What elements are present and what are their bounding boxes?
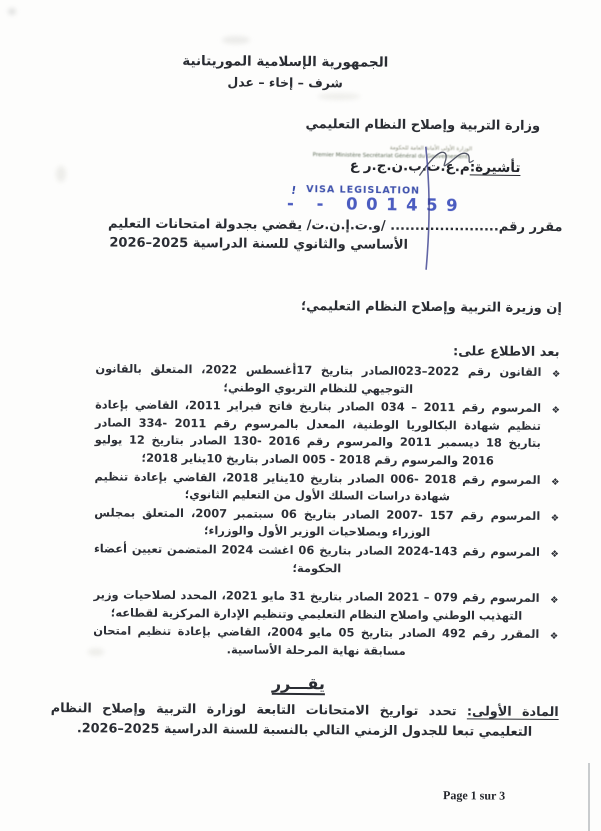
list-item [95, 397, 562, 471]
references-list [93, 360, 561, 662]
decree-subject-line: الأساسي والثانوي للسنة الدراسية 2025–2026 [109, 235, 409, 253]
reference-text: المرسوم رقم 157 -2007 الصادر بتاريخ 06 سبتمبر 2007، المتعلق بمجلس الوزراء وبصلاحيات الوزير الأول والوزراء؛ [94, 505, 541, 540]
list-item [94, 468, 560, 507]
reference-text: المقرر رقم 492 الصادر بتاريخ 05 مايو 2004، القاضي بإعادة تنظيم امتحان مسابقة نهاية المرحلة الأساسية. [93, 623, 540, 658]
list-item [93, 623, 559, 662]
stamp-mark: ! [290, 183, 298, 198]
reference-text: القانون رقم 2022–023الصادر بتاريخ 17أغسطس 2022، المتعلق بالقانون التوجيهي للنظام التربوي الوطني؛ [95, 361, 542, 396]
diamond-bullet-icon: ❖ [550, 476, 560, 488]
review-heading: بعد الاطلاع على: [453, 344, 560, 361]
ministry-name: وزارة التربية وإصلاح النظام التعليمي [305, 117, 541, 134]
reference-text: المرسوم رقم 2018 -006 الصادر بتاريخ 10يناير 2018، القاضي بإعادة تنظيم شهادة دراسات السلك الأول من التعليم الثانوي؛ [94, 468, 541, 504]
diamond-bullet-icon: ❖ [550, 512, 560, 524]
diamond-bullet-icon: ❖ [550, 595, 559, 607]
visa-label: تأشيرة: [469, 159, 521, 177]
decree-number-line: مقرر رقم...................... /و.ت.إ.ن.ت/ يقضي بجدولة امتحانات التعليم [108, 216, 563, 236]
country-name: الجمهورية الإسلامية الموريتانية [182, 53, 389, 71]
stamp-serial-number: - - 001459 [286, 193, 467, 216]
decides-heading: يقـــرر [271, 673, 326, 694]
diamond-bullet-icon: ❖ [551, 368, 561, 381]
page-number: Page 1 sur 3 [443, 788, 506, 803]
diamond-bullet-icon: ❖ [549, 631, 559, 643]
stamp-micro-text-arabic: الوزارة الأولى الأمانة العامة للحكومة [389, 145, 473, 153]
minister-intro: إن وزيرة التربية وإصلاح النظام التعليمي؛ [300, 299, 562, 317]
diamond-bullet-icon: ❖ [551, 405, 561, 417]
stamp-title: VISA LEGISLATION [306, 184, 421, 197]
article-one-text: تحدد تواريخ الامتحانات التابعة لوزارة التربية وإصلاح النظام التعليمي تبعا للجدول الزمني التالي بالنسبة للسنة الدراسية 2025–2026. [50, 701, 533, 740]
handwritten-scribble [401, 139, 494, 182]
reference-text: المرسوم رقم 079 – 2021 الصادر بتاريخ 31 مايو 2021، المحدد لصلاحيات وزير التهذيب الوطني واصلاح النظام التعليمي وتنظيم الإدارة المركزية لقطاعه؛ [93, 587, 540, 623]
list-item [95, 360, 561, 399]
list-item [94, 540, 560, 579]
stamp-micro-text-french: Premier Ministère Secrétariat Général du Gouvernement [312, 152, 469, 161]
article-one-label: المادة الأولى: [466, 704, 559, 721]
reference-text: المرسوم رقم 2011 – 034 الصادر بتاريخ فاتح فبراير 2011، القاضي بإعادة تنظيم شهادة البكالوريا الوطنية، المعدل بالمرسوم رقم 2011 -334 الصادر بتاريخ 18 ديسمبر 2011 والمرسوم رقم 2016 -130 الصادر بتاريخ 12 يوليو 2016 والمرسوم رقم 2018 - 005 الصادر بتاريخ 10يناير 2018؛ [94, 397, 542, 468]
article-one [50, 699, 558, 742]
diamond-bullet-icon: ❖ [550, 548, 559, 560]
reference-text: المرسوم رقم 143-2024 الصادر بتاريخ 06 اغشت 2024 المتضمن تعيين أعضاء الحكومة؛ [93, 541, 541, 575]
list-item [94, 504, 560, 543]
list-item [93, 587, 559, 626]
pen-stroke [415, 144, 447, 274]
visa-code: م.ع.ت.ب.ن.ج.ر ع [349, 157, 470, 176]
scan-edge-line [588, 763, 590, 831]
national-motto: شرف – إخاء – عدل [227, 74, 343, 91]
